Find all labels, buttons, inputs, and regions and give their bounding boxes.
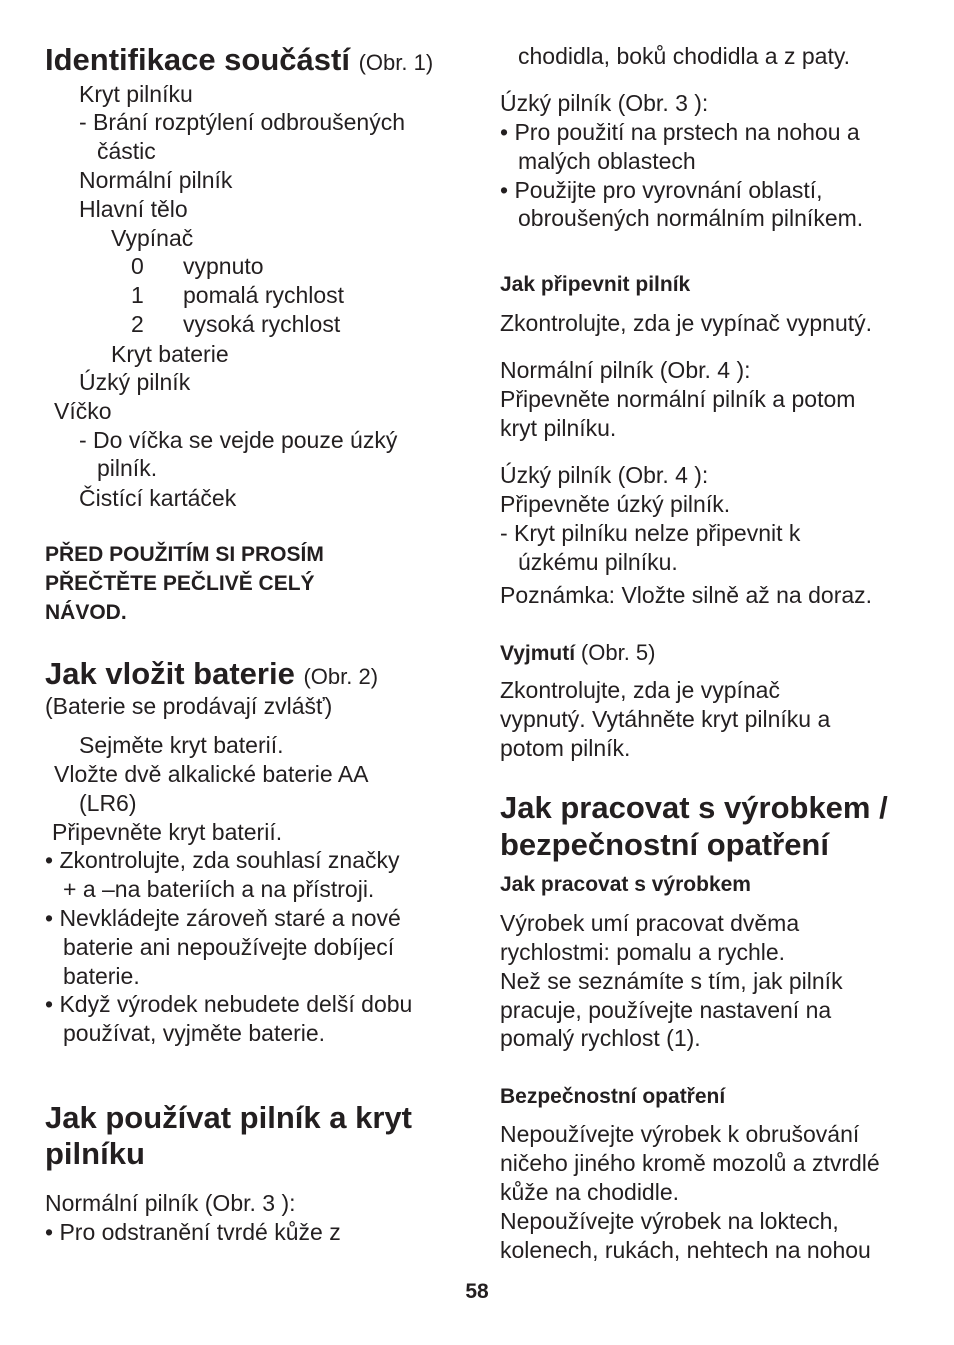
batteries-figure-ref: (Obr. 2) — [303, 664, 379, 689]
bullet-line: • Pro odstranění tvrdé kůže z — [45, 1219, 341, 1245]
section-title-work: Jak pracovat s výrobkem / — [500, 790, 888, 825]
text-line: Úzký pilník — [79, 369, 191, 395]
section-title-usage-cont: pilníku — [45, 1136, 145, 1171]
section-title-work-cont: bezpečnostní opatření — [500, 827, 829, 862]
text-line: - Do víčka se vejde pouze úzký — [79, 427, 398, 453]
text-line: Poznámka: Vložte silně až na doraz. — [500, 582, 873, 608]
text-line: používat, vyjměte baterie. — [63, 1020, 326, 1046]
text-line: potom pilník. — [500, 735, 631, 761]
text-line: Připevněte úzký pilník. — [500, 491, 731, 517]
text-line: rychlostmi: pomalu a rychle. — [500, 939, 786, 965]
text-line: chodidla, boků chodidla a z paty. — [518, 43, 851, 69]
text-line: ničeho jiného kromě mozolů a ztvrdlé — [500, 1150, 880, 1176]
text-line: vypnutý. Vytáhněte kryt pilníku a — [500, 706, 831, 732]
subsection-title-work: Jak pracovat s výrobkem — [500, 873, 751, 896]
page-number: 58 — [465, 1280, 489, 1303]
text-line: Hlavní tělo — [79, 196, 188, 222]
batteries-title-text: Jak vložit baterie — [45, 656, 295, 691]
subsection-title-safety: Bezpečnostní opatření — [500, 1085, 726, 1108]
switch-label: vypnuto — [183, 253, 264, 279]
text-line: Úzký pilník (Obr. 3 ): — [500, 90, 709, 116]
text-line: pomalý rychlost (1). — [500, 1025, 701, 1051]
identification-title-text: Identifikace součástí — [45, 42, 350, 77]
text-line: Normální pilník (Obr. 3 ): — [45, 1190, 296, 1216]
warning-line: PŘEČTĚTE PEČLIVĚ CELÝ — [45, 572, 315, 595]
warning-line: NÁVOD. — [45, 601, 127, 624]
text-line: Zkontrolujte, zda je vypínač — [500, 677, 780, 703]
switch-number: 1 — [131, 282, 144, 308]
text-line: pilník. — [97, 455, 158, 481]
section-title-usage: Jak používat pilník a kryt — [45, 1100, 412, 1135]
section-title-identification — [45, 42, 433, 81]
switch-number: 2 — [131, 311, 144, 337]
text-line: - Kryt pilníku nelze připevnit k — [500, 520, 801, 546]
text-line: Připevněte kryt baterií. — [52, 819, 283, 845]
text-line: Normální pilník (Obr. 4 ): — [500, 357, 751, 383]
text-line: Vypínač — [111, 225, 194, 251]
text-line: Nepoužívejte výrobek k obrušování — [500, 1121, 860, 1147]
text-line: malých oblastech — [518, 148, 696, 174]
text-line: obroušených normálním pilníkem. — [518, 205, 864, 231]
text-line: kryt pilníku. — [500, 415, 617, 441]
text-line: (LR6) — [79, 790, 137, 816]
warning-line: PŘED POUŽITÍM SI PROSÍM — [45, 543, 324, 566]
text-line: Vložte dvě alkalické baterie AA — [54, 761, 369, 787]
text-line: Než se seznámíte s tím, jak pilník — [500, 968, 843, 994]
bullet-line: • Zkontrolujte, zda souhlasí značky — [45, 847, 400, 873]
text-line: Zkontrolujte, zda je vypínač vypnutý. — [500, 310, 873, 336]
text-line: baterie. — [63, 963, 140, 989]
text-line: Čistící kartáček — [79, 485, 237, 511]
text-line: - Brání rozptýlení odbroušených — [79, 109, 406, 135]
bullet-line: • Použijte pro vyrovnání oblastí, — [500, 177, 823, 203]
text-line: baterie ani nepoužívejte dobíjecí — [63, 934, 395, 960]
text-line: kolenech, rukách, nehtech na nohou — [500, 1237, 871, 1263]
text-line: Kryt baterie — [111, 341, 229, 367]
identification-figure-ref: (Obr. 1) — [358, 50, 434, 75]
text-line: + a –na bateriích a na přístroji. — [63, 876, 375, 902]
section-title-batteries — [45, 656, 378, 695]
remove-title-text: Vyjmutí — [500, 642, 576, 665]
text-line: Úzký pilník (Obr. 4 ): — [500, 462, 709, 488]
text-line: Normální pilník — [79, 167, 233, 193]
text-line: úzkému pilníku. — [518, 549, 678, 575]
remove-figure-ref: (Obr. 5) — [580, 640, 656, 665]
switch-label: pomalá rychlost — [183, 282, 345, 308]
text-line: Kryt pilníku — [79, 81, 193, 107]
text-line: Nepoužívejte výrobek na loktech, — [500, 1208, 839, 1234]
bullet-line: • Nevkládejte zároveň staré a nové — [45, 905, 401, 931]
text-line: částic — [97, 138, 156, 164]
bullet-line: • Když výrodek nebudete delší dobu — [45, 991, 413, 1017]
switch-number: 0 — [131, 253, 144, 279]
text-line: Sejměte kryt baterií. — [79, 732, 284, 758]
text-line: kůže na chodidle. — [500, 1179, 680, 1205]
text-line: (Baterie se prodávají zvlášť) — [45, 693, 333, 719]
switch-label: vysoká rychlost — [183, 311, 341, 337]
subsection-title-attach: Jak připevnit pilník — [500, 273, 691, 296]
text-line: pracuje, používejte nastavení na — [500, 997, 832, 1023]
subsection-title-remove — [500, 639, 656, 668]
text-line: Připevněte normální pilník a potom — [500, 386, 856, 412]
bullet-line: • Pro použití na prstech na nohou a — [500, 119, 860, 145]
text-line: Výrobek umí pracovat dvěma — [500, 910, 800, 936]
text-line: Víčko — [54, 398, 112, 424]
